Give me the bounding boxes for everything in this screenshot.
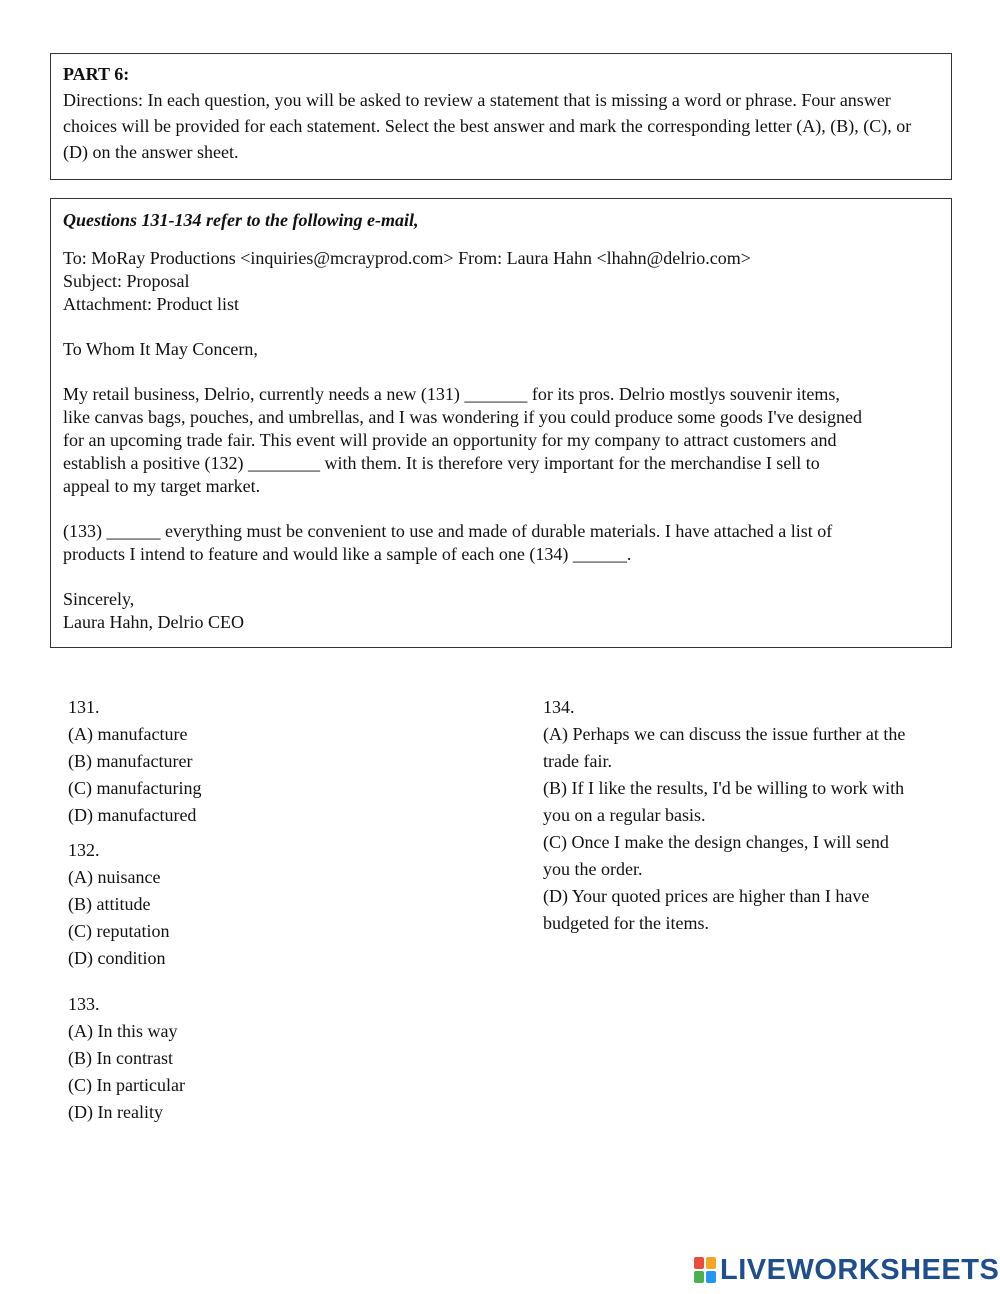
email-line: like canvas bags, pouches, and umbrellas, and I was wondering if you could produce some goods I've designed [63, 407, 863, 427]
part-title: PART 6: [63, 64, 130, 84]
email-greeting: To Whom It May Concern, [63, 339, 258, 359]
question-number: 134. [543, 697, 575, 717]
email-line: My retail business, Delrio, currently needs a new (131) _______ for its pros. Delrio mostlys souvenir items, [63, 384, 840, 404]
answer-option-b[interactable]: (B) attitude [68, 894, 151, 914]
answer-option-c[interactable]: (C) reputation [68, 921, 170, 941]
email-paragraph-2 [63, 520, 939, 566]
answer-option-c[interactable]: (C) Once I make the design changes, I will send [543, 832, 889, 852]
answer-option-c[interactable]: (C) manufacturing [68, 778, 202, 798]
answer-option-d[interactable]: (D) manufactured [68, 805, 197, 825]
answer-option-a[interactable]: (A) In this way [68, 1021, 178, 1041]
answer-option-a[interactable]: (A) Perhaps we can discuss the issue further at the [543, 724, 906, 744]
logo-block [706, 1257, 716, 1269]
question-number: 132. [68, 840, 100, 860]
email-line: (133) ______ everything must be convenient to use and made of durable materials. I have attached a list of [63, 521, 833, 541]
answer-option-c-cont[interactable]: you the order. [543, 859, 643, 879]
questions-left-column [68, 694, 488, 1134]
question-number: 133. [68, 994, 100, 1014]
answer-option-d[interactable]: (D) In reality [68, 1102, 163, 1122]
email-line: for an upcoming trade fair. This event will provide an opportunity for my company to attract customers and [63, 430, 837, 450]
email-signature: Laura Hahn, Delrio CEO [63, 612, 244, 632]
email-paragraph-1 [63, 383, 939, 498]
question-132 [68, 837, 488, 972]
answer-option-a[interactable]: (A) nuisance [68, 867, 161, 887]
answer-option-b-cont[interactable]: you on a regular basis. [543, 805, 706, 825]
answer-option-a-cont[interactable]: trade fair. [543, 751, 612, 771]
answer-option-d[interactable]: (D) Your quoted prices are higher than I have [543, 886, 870, 906]
question-134 [543, 694, 953, 937]
directions-text: Directions: In each question, you will be asked to review a statement that is missing a word or phrase. Four answer choices will be provided for each statement. Select the best answer and mark the corresponding letter (A), (B), (C), or (D) on the answer sheet. [63, 90, 912, 162]
email-to-from: To: MoRay Productions <inquiries@mcrayprod.com> From: Laura Hahn <lhahn@delrio.com> [63, 248, 751, 268]
email-heading: Questions 131-134 refer to the following e-mail, [63, 210, 419, 230]
logo-blocks-icon [694, 1257, 716, 1283]
question-131 [68, 694, 488, 829]
questions-right-column [543, 694, 953, 945]
email-subject: Subject: Proposal [63, 271, 190, 291]
answer-option-b[interactable]: (B) If I like the results, I'd be willing to work with [543, 778, 905, 798]
answer-option-b[interactable]: (B) manufacturer [68, 751, 193, 771]
email-line: products I intend to feature and would like a sample of each one (134) ______. [63, 544, 632, 564]
email-line: establish a positive (132) ________ with them. It is therefore very important for the merchandise I sell to [63, 453, 820, 473]
answer-option-d[interactable]: (D) condition [68, 948, 166, 968]
email-line: appeal to my target market. [63, 476, 261, 496]
answer-option-c[interactable]: (C) In particular [68, 1075, 185, 1095]
logo-block [694, 1271, 704, 1283]
logo-text: LIVEWORKSHEETS [720, 1253, 1000, 1286]
email-attachment: Attachment: Product list [63, 294, 239, 314]
logo-block [694, 1257, 704, 1269]
liveworksheets-logo [694, 1255, 999, 1285]
email-closing: Sincerely, [63, 589, 135, 609]
answer-option-d-cont[interactable]: budgeted for the items. [543, 913, 709, 933]
email-box [50, 198, 952, 648]
answer-option-a[interactable]: (A) manufacture [68, 724, 188, 744]
question-number: 131. [68, 697, 100, 717]
question-133 [68, 991, 488, 1126]
directions-box [50, 53, 952, 180]
answer-option-b[interactable]: (B) In contrast [68, 1048, 173, 1068]
logo-block [706, 1271, 716, 1283]
